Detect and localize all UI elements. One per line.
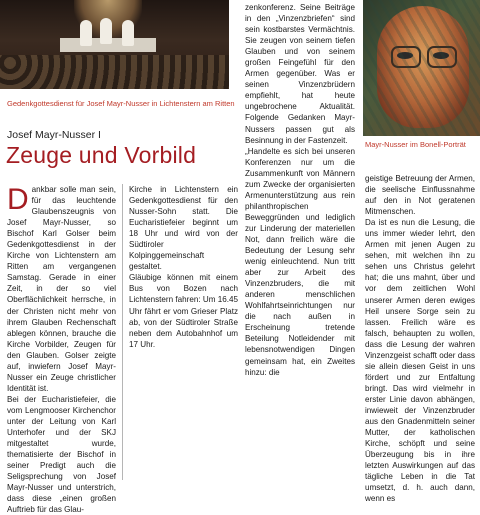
paragraph-text: zenkonferenz. Seine Beiträge in den „Vinzenzbriefen“ sind sein kostbarstes Vermächtnis. Sie zeugen von seinem tiefen Glauben und von seinem großen Feingefühl für den Armen gegenüber. Was er seinen Vinzenzbrüdern empfiehlt, hat heute ungebrochene Aktualität. Folgende Gedanken Mayr-Nussers passen gut als Besinnung in der Fastenzeit.	[245, 3, 355, 145]
celebrant-figure	[80, 20, 92, 46]
photo-caption-left: Gedenkgottesdienst für Josef Mayr-Nusser in Lichtenstern am Ritten	[7, 99, 235, 108]
article-column-3	[245, 2, 355, 378]
paragraph	[365, 173, 475, 217]
paragraph-text: Bei der Eucharistiefeier, die vom Lengmooser Kirchenchor unter der Leitung von Karl Unterhofer und der SKJ mitgestaltet wurde, thematisierte der Bischof in seiner Predigt auch die Seligsprechung von Josef Mayr-Nusser und unterstrich, dass diese „einen großen Auftrieb für das Glau-	[7, 394, 116, 515]
article-column-1	[7, 184, 116, 515]
paragraph	[365, 217, 475, 504]
paragraph	[129, 184, 238, 272]
article-kicker: Josef Mayr-Nusser I	[7, 129, 101, 141]
paragraph-text: Kirche in Lichtenstern ein Gedenkgottesdienst für den Nusser-Sohn statt. Die Eucharistiefeier beginnt um 18 Uhr und wird von der Südtiroler Kolpinggemeinschaft gestaltet.	[129, 185, 238, 272]
portrait-painting	[363, 0, 480, 136]
paragraph	[129, 272, 238, 349]
paragraph	[245, 2, 355, 146]
paragraph-text: „Handelte es sich bei unseren Konferenzen nur um die Zusammenkunft von Männern zum Zwecke der organisierten Armenunterstützung aus rein philanthropischen Beweggründen und lediglich zur Linderung der materiellen Not, dann freilich wäre die Bedeutung der Lesung sehr wenig einleuchtend. Nun tritt aber zur Arbeit des Vinzenzbruders, die mit anderen menschlichen Wohlfahrtseinrichtungen nur die nach außen in Erscheinung tretende Beteilung Notleidender mit lebensnotwendigen Dingen gemeinsam hat, ein Zweites hinzu: die	[245, 146, 355, 377]
paragraph-text: Gläubige können mit einem Bus von Bozen nach Lichtenstern fahren: Um 16.45 Uhr fährt er vom Grieser Platz ab, von der Südtiroler Straße neben dem Autobahnhof um 17 Uhr.	[129, 273, 238, 349]
article-headline: Zeuge und Vorbild	[6, 142, 197, 168]
paragraph	[245, 146, 355, 378]
congregation	[0, 55, 229, 89]
paragraph-text: geistige Betreuung der Armen, die seelische Einflussnahme auf den in Not geratenen Mitmenschen.	[365, 174, 475, 217]
article-column-4	[365, 173, 475, 504]
paragraph-text: Da ist es nun die Lesung, die uns immer wieder lehrt, den Armen mit jenen Augen zu sehen, mit welchen ihn zu sehen uns Christus gelehrt hat; die uns mahnt, über und vor dem zeitlichen Wohl unserer Armen deren ewiges Heil unsere Sorge sein zu lassen. Freilich wäre es falsch, behaupten zu wollen, dass die Lesung der wahren Vinzenzgeist schafft oder dass sie allein diesen Geist in uns fördert und zur Entfaltung bringt. Das wird vielmehr in erster Linie davon abhängen, inwieweit der Vinzenzbruder aus den Gnadenmitteln seiner Mutter, der katholischen Kirche, schöpft und seine Überzeugung bis in ihre letzten Auswirkungen auf das tägliche Leben in die Tat umsetzt, d. h. auch dann, wenn es	[365, 218, 475, 504]
column-divider	[122, 184, 123, 480]
church-service-photo	[0, 0, 229, 89]
photo-caption-right: Mayr-Nusser im Bonell-Porträt	[365, 140, 466, 149]
article-column-2	[129, 184, 238, 350]
brush-texture	[363, 0, 480, 136]
celebrant-figure	[100, 18, 112, 44]
paragraph	[7, 184, 116, 394]
paragraph-text: ankbar solle man sein, für das leuchtende Glaubenszeugnis von Josef Mayr-Nusser, so Bischof Karl Golser beim Gedenkgottesdienst in der Kirche von Lichtenstern am Ritten am vergangenen Samstag. Gerade in einer Zeit, in der so viel Oberflächlichkeit herrsche, in der Christen nicht mehr von ihrem Glauben Rechenschaft ablegen können, brauche die Kirche Vorbilder, Zeugen für den Glauben. Golser zeigte auf, inwiefern Josef Mayr-Nusser ein Zeuge christlicher Identität ist.	[7, 185, 116, 393]
paragraph	[7, 394, 116, 515]
celebrant-figure	[122, 20, 134, 46]
drop-cap: D	[7, 183, 29, 216]
